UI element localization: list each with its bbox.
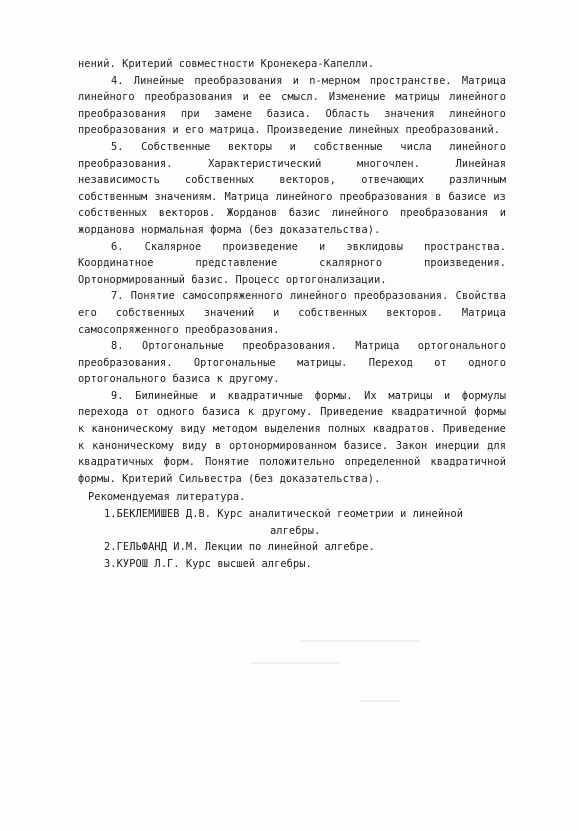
reference-3 <box>78 556 506 573</box>
scan-artifact <box>300 640 420 642</box>
list-item-7: 7. Понятие самосопряженного линейного преобразования. Свойства его собственных значений и собственных векторов. Матрица самосопряженного преобразования. <box>78 290 506 336</box>
scan-artifact <box>250 662 340 664</box>
list-item-5: 5. Собственные векторы и собственные числа линейного преобразования. Характеристический многочлен. Линейная независимость собственных векторов, отвечающих различным собственным значениям. Матрица линейного преобразования в базисе из собственных векторов. Жорданов базис линейного преобразования и жорданова нормальная форма (без доказательства). <box>78 140 506 236</box>
literature-heading: Рекомендуемая литература. <box>88 491 246 504</box>
list-item-6: 6. Скалярное произведение и эвклидовы пространства. Координатное представление скалярного произведения. Ортонормированный базис. Процесс ортогонализации. <box>78 240 506 286</box>
list-item-9: 9. Билинейные и квадратичные формы. Их матрицы и формулы перехода от одного базиса к другому. Приведение квадратичной формы к каноническому виду методом выделения полных квадратов. Приведение к каноническому виду в ортонормированном базисе. Закон инерции для квадратичных форм. Понятие положительно определенной квадратичной формы. Критерий Сильвестра (без доказательства). <box>78 389 506 485</box>
continuation-line: нений. Критерий совместности Кронекера-Капелли. <box>78 58 375 70</box>
reference-2 <box>78 539 506 556</box>
reference-2-line1: 2.ГЕЛЬФАНД И.М. Лекции по линейной алгебре. <box>104 541 375 554</box>
reference-1-line2: алгебры. <box>270 524 321 537</box>
document-body <box>78 56 506 572</box>
reference-3-line1: 3.КУРОШ Л.Г. Курс высшей алгебры. <box>104 557 312 570</box>
reference-1-line1: 1.БЕКЛЕМИШЕВ Д.В. Курс аналитической геометрии и линейной <box>104 508 464 521</box>
list-item-4: 4. Линейные преобразования и n-мерном пространстве. Матрица линейного преобразования и ее смысл. Изменение матрицы линейного преобразования при замене базиса. Область значения линейного преобразования и его матрица. Произведение линейных преобразований. <box>78 74 506 137</box>
list-item-8: 8. Ортогональные преобразования. Матрица ортогонального преобразования. Ортогональные матрицы. Переход от одного ортогонального базиса к другому. <box>78 340 506 386</box>
reference-1 <box>78 506 506 539</box>
scan-artifact <box>360 700 400 702</box>
